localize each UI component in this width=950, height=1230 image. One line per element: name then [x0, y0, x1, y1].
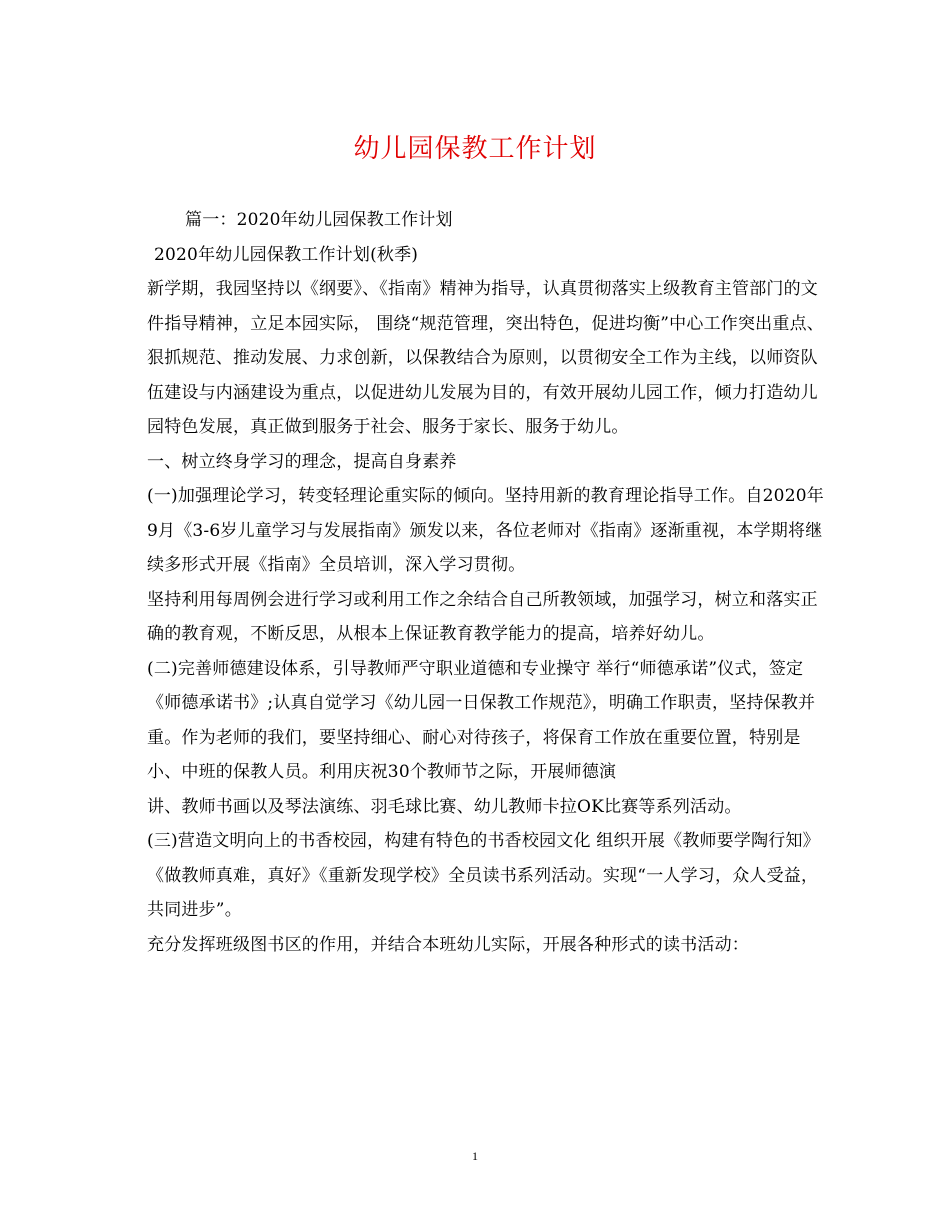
- page-number: 1: [472, 1149, 478, 1163]
- paragraph: 新学期，我园坚持以《纲要》、《指南》精神为指导，认真贯彻落实上级教育主管部门的文件指导精神，立足本园实际， 围绕“规范管理，突出特色，促进均衡”中心工作突出重点、狠抓规范、推动发展、力求创新，以保教结合为原则，以贯彻安全工作为主线，以师资队伍建设与内涵建设为重点，以促进幼儿发展为目的，有效开展幼儿园工作，倾力打造幼儿园特色发展，真正做到服务于社会、服务于家长、服务于幼儿。: [147, 279, 824, 437]
- paragraph: (二)完善师德建设体系，引导教师严守职业道德和专业操守 举行“师德承诺”仪式，签定《师德承诺书》;认真自觉学习《幼儿园一日保教工作规范》，明确工作职责，坚持保教并重。作为老师的我们，要坚持细心、耐心对待孩子，将保育工作放在重要位置，特别是小、中班的保教人员。利用庆祝30个教师节之际，开展师德演: [147, 658, 816, 782]
- document-body: [147, 203, 827, 962]
- paragraph: (一)加强理论学习，转变轻理论重实际的倾向。坚持用新的教育理论指导工作。自2020年9月《3-6岁儿童学习与发展指南》颁发以来，各位老师对《指南》逐渐重视，本学期将继续多形式开展《指南》全员培训，深入学习贯彻。: [147, 486, 824, 575]
- document-title: 幼儿园保教工作计划: [353, 134, 597, 164]
- paragraph: 充分发挥班级图书区的作用，并结合本班幼儿实际，开展各种形式的读书活动：: [147, 934, 749, 955]
- paragraph: 讲、教师书画以及琴法演练、羽毛球比赛、幼儿教师卡拉OK比赛等系列活动。: [147, 796, 742, 817]
- paragraph: (三)营造文明向上的书香校园，构建有特色的书香校园文化 组织开展《教师要学陶行知》《做教师真难，真好》《重新发现学校》全员读书系列活动。实现“一人学习，众人受益，共同进步”。: [147, 831, 820, 920]
- subheading: 2020年幼儿园保教工作计划(秋季): [154, 244, 419, 265]
- paragraph: 坚持利用每周例会进行学习或利用工作之余结合自己所教领域，加强学习，树立和落实正确的教育观，不断反思，从根本上保证教育教学能力的提高，培养好幼儿。: [147, 589, 818, 644]
- paragraph: 一、树立终身学习的理念，提高自身素养: [147, 451, 457, 472]
- section-heading: 篇一：2020年幼儿园保教工作计划: [185, 210, 453, 230]
